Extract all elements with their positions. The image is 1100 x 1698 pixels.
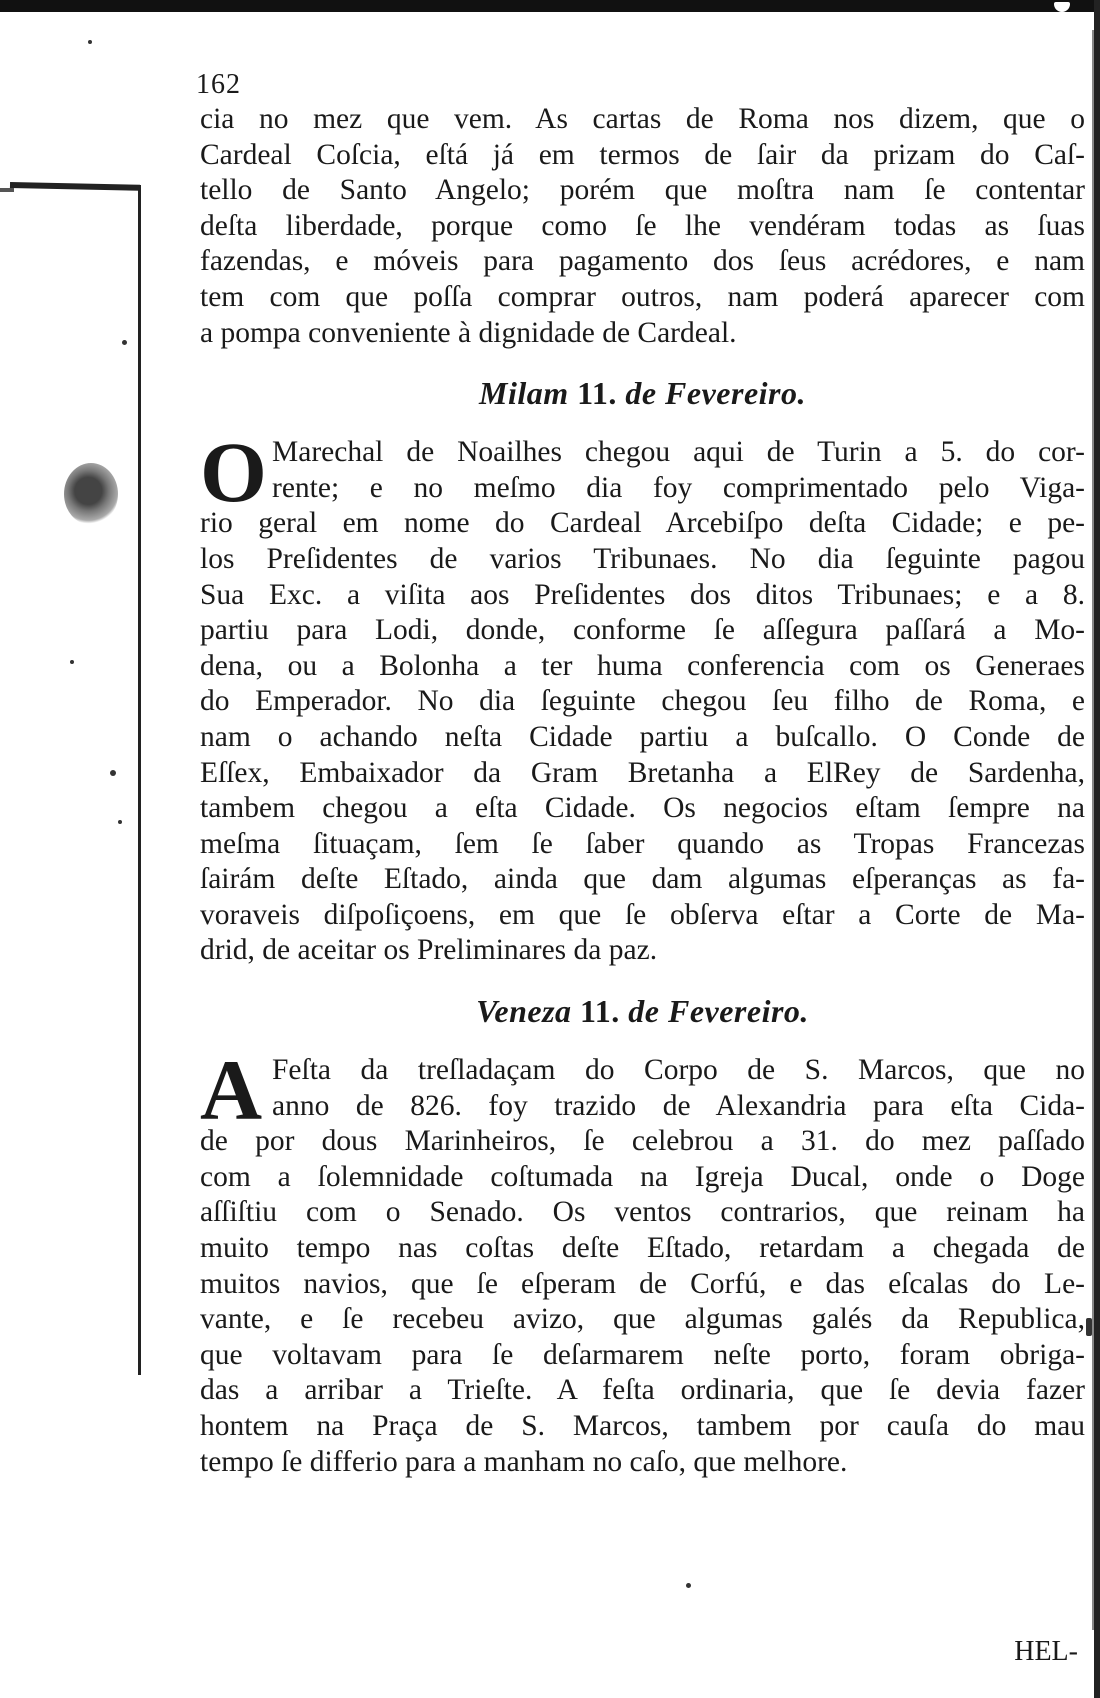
section-heading-milam [200,351,1085,435]
page-gutter-rule [138,185,141,1375]
text-line: tello de Santo Angelo; porém que moſtra nam ſe contentar [200,174,1085,207]
heading-place: Milam [478,375,569,412]
text-line: dena, ou a Bolonha a ter huma conferencia com os Generaes [200,649,1085,682]
heading-day: 11. [580,993,620,1030]
text-line: nam o achando neſta Cidade partiu a buſcallo. O Conde de [200,720,1085,753]
ink-speck [88,40,92,44]
text-line: de por dous Marinheiros, ſe celebrou a 31. do mez paſſado [200,1125,1085,1158]
text-line: Marechal de Noailhes chegou aqui de Turin a 5. do cor- [272,436,1085,469]
text-line: aſſiſtiu com o Senado. Os ventos contrarios, que reinam ha [200,1196,1085,1229]
drop-cap: O [200,424,267,521]
ink-speck [686,1583,691,1588]
ink-speck [1086,1318,1092,1336]
text-line: tem com que poſſa comprar outros, nam poderá aparecer com [200,280,1085,313]
text-line: do Emperador. No dia ſeguinte chegou ſeu filho de Roma, e [200,685,1085,718]
heading-month: de Fevereiro. [625,375,806,412]
text-line: das a arribar a Trieſte. A feſta ordinaria, que ſe devia fazer [200,1374,1085,1407]
binding-edge-line [10,182,140,191]
scan-right-shadow [1092,30,1094,1630]
text-line: muitos navios, que ſe eſperam de Corfú, e das eſcalas do Le- [200,1267,1085,1300]
scan-top-border [0,0,1100,12]
text-line: cia no mez que vem. As cartas de Roma nos dizem, que o [200,103,1085,135]
section-heading-veneza [200,969,1085,1053]
text-line: fazendas, e móveis para pagamento dos ſeus acrédores, e nam [200,245,1085,278]
paragraph-roma-continued [200,102,1085,351]
ink-speck [110,770,116,776]
paragraph-veneza [200,1042,1085,1480]
text-line: drid, de aceitar os Preliminares da paz. [200,934,658,967]
text-line: vante, e ſe recebeu avizo, que algumas galés da Republica, [200,1303,1085,1336]
catchword: HEL- [1014,1636,1078,1667]
heading-place: Veneza [476,993,572,1030]
drop-cap: A [200,1042,263,1139]
scan-top-notch [1054,2,1070,12]
text-line: tempo ſe differio para a manham no caſo, que melhore. [200,1445,848,1478]
binding-edge-tick [0,188,14,192]
text-line: tambem chegou a eſta Cidade. Os negocios eſtam ſempre na [200,792,1085,825]
text-line: hontem na Praça de S. Marcos, tambem por cauſa do mau [200,1410,1085,1442]
text-line: meſma ſituaçam, ſem ſe ſaber quando as Tropas Francezas [200,827,1085,860]
ink-speck [70,660,74,664]
text-line: que voltavam para ſe deſarmarem neſte porto, foram obriga- [200,1338,1085,1371]
text-line: Sua Exc. a viſita aos Preſidentes dos ditos Tribunaes; e a 8. [200,578,1085,611]
scan-right-border [1094,0,1100,1698]
ink-blot [64,463,118,525]
ink-speck [122,340,127,345]
text-line: Feſta da treſladaçam do Corpo de S. Marcos, que no [272,1054,1085,1087]
document-page [196,68,1085,1480]
heading-month: de Fevereiro. [628,993,809,1030]
text-line: com a ſolemnidade coſtumada na Igreja Ducal, onde o Doge [200,1160,1085,1193]
text-line: anno de 826. foy trazido de Alexandria para eſta Cida- [272,1089,1085,1122]
page-number: 162 [196,69,241,100]
ink-speck [118,820,122,824]
text-line: rio geral em nome do Cardeal Arcebiſpo deſta Cidade; e pe- [200,507,1085,540]
text-line: ſairám deſte Eſtado, ainda que dam algumas eſperanças as fa- [200,863,1085,896]
text-line: deſta liberdade, porque como ſe lhe vendéram todas as ſuas [200,209,1085,242]
heading-day: 11. [577,375,617,412]
text-line: a pompa conveniente à dignidade de Cardeal. [200,316,737,349]
text-line: voraveis diſpoſiçoens, em que ſe obſerva eſtar a Corte de Ma- [200,898,1085,931]
text-line: partiu para Lodi, donde, conforme ſe aſſegura paſſará a Mo- [200,614,1085,647]
text-line: los Preſidentes de varios Tribunaes. No dia ſeguinte pagou [200,542,1085,575]
text-line: Eſſex, Embaixador da Gram Bretanha a ElRey de Sardenha, [200,756,1085,789]
text-line: muito tempo nas coſtas deſte Eſtado, retardam a chegada de [200,1232,1085,1265]
text-line: Cardeal Coſcia, eſtá já em termos de ſair da prizam do Caſ- [200,138,1085,171]
paragraph-milam [200,424,1085,969]
text-line: rente; e no meſmo dia foy comprimentado pelo Viga- [272,471,1085,504]
